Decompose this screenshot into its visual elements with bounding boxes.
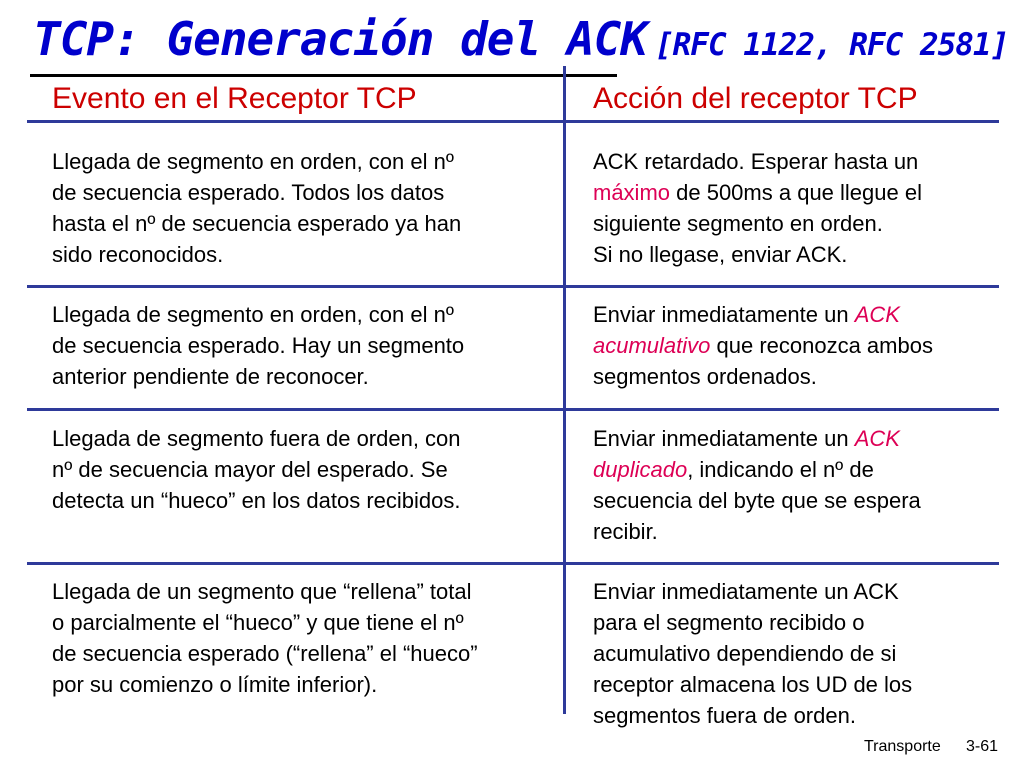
- action-cell-row-4: [593, 576, 1013, 731]
- action-line: siguiente segmento en orden.: [593, 211, 883, 236]
- row-divider-3: [27, 562, 999, 565]
- action-line: secuencia del byte que se espera: [593, 488, 921, 513]
- highlight-duplicado: duplicado: [593, 457, 688, 482]
- action-cell-row-2: [593, 299, 1013, 392]
- column-divider: [563, 66, 566, 714]
- event-line: de secuencia esperado (“rellena” el “hueco”: [52, 641, 478, 666]
- action-line: acumulativo dependiendo de si: [593, 641, 897, 666]
- event-line: hasta el nº de secuencia esperado ya han: [52, 211, 462, 236]
- event-line: Llegada de segmento en orden, con el nº: [52, 302, 454, 327]
- action-line: receptor almacena los UD de los: [593, 672, 913, 697]
- event-cell-row-2: [52, 299, 552, 392]
- column-header-event: Evento en el Receptor TCP: [52, 82, 417, 115]
- action-line: Enviar inmediatamente un: [593, 302, 855, 327]
- footer-section: Transporte: [864, 738, 941, 755]
- event-line: Llegada de segmento fuera de orden, con: [52, 426, 461, 451]
- event-cell-row-4: [52, 576, 552, 700]
- action-line: Enviar inmediatamente un: [593, 426, 855, 451]
- action-line: recibir.: [593, 519, 658, 544]
- event-cell-row-1: [52, 146, 552, 270]
- row-divider-1: [27, 285, 999, 288]
- highlight-ack: ACK: [854, 302, 900, 327]
- action-cell-row-3: [593, 423, 1013, 547]
- action-line: Si no llegase, enviar ACK.: [593, 242, 848, 267]
- action-line: que reconozca ambos: [710, 333, 933, 358]
- slide-title: [33, 12, 1009, 66]
- event-line: Llegada de un segmento que “rellena” total: [52, 579, 472, 604]
- action-line: Enviar inmediatamente un ACK: [593, 579, 899, 604]
- action-line: de 500ms a que llegue el: [670, 180, 922, 205]
- action-line: segmentos ordenados.: [593, 364, 817, 389]
- event-line: anterior pendiente de reconocer.: [52, 364, 369, 389]
- action-line: ACK retardado. Esperar hasta un: [593, 149, 919, 174]
- footer-page-number: 3-61: [966, 738, 999, 755]
- title-underline: [30, 74, 617, 77]
- slide-title-rfc-reference: [RFC 1122, RFC 2581]: [654, 27, 1009, 63]
- event-line: detecta un “hueco” en los datos recibidos.: [52, 488, 461, 513]
- header-rule: [27, 120, 999, 123]
- event-line: de secuencia esperado. Hay un segmento: [52, 333, 465, 358]
- highlight-ack: ACK: [854, 426, 900, 451]
- event-line: o parcialmente el “hueco” y que tiene el nº: [52, 610, 464, 635]
- slide-title-main: TCP: Generación del ACK: [33, 12, 647, 66]
- action-line: segmentos fuera de orden.: [593, 703, 856, 728]
- event-line: Llegada de segmento en orden, con el nº: [52, 149, 454, 174]
- row-divider-2: [27, 408, 999, 411]
- event-cell-row-3: [52, 423, 552, 516]
- event-line: sido reconocidos.: [52, 242, 224, 267]
- event-line: de secuencia esperado. Todos los datos: [52, 180, 445, 205]
- action-cell-row-1: [593, 146, 1013, 270]
- highlight-maximo: máximo: [593, 180, 671, 205]
- action-line: para el segmento recibido o: [593, 610, 865, 635]
- column-header-action: Acción del receptor TCP: [593, 82, 918, 115]
- action-line: , indicando el nº de: [687, 457, 874, 482]
- event-line: por su comienzo o límite inferior).: [52, 672, 378, 697]
- event-line: nº de secuencia mayor del esperado. Se: [52, 457, 448, 482]
- highlight-acumulativo: acumulativo: [593, 333, 711, 358]
